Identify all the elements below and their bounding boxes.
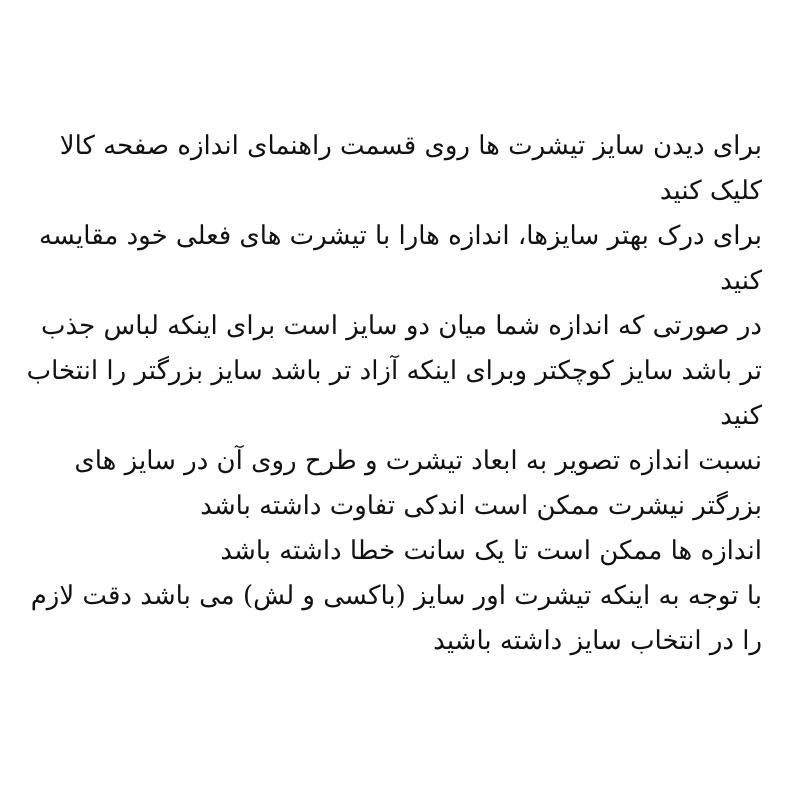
text-line: در صورتی که اندازه شما میان دو سایز است برای اینکه لباس جذب: [41, 311, 762, 341]
text-line: کنید: [720, 401, 762, 431]
text-line: با توجه به اینکه تیشرت اور سایز (باکسی و لش) می باشد دقت لازم: [30, 581, 762, 611]
paragraph-tolerance: [22, 529, 762, 574]
text-line: بزرگتر نیشرت ممکن است اندکی تفاوت داشته باشد: [200, 491, 762, 521]
paragraph-compare-sizes: [22, 214, 762, 304]
text-line: را در انتخاب سایز داشته باشید: [433, 626, 762, 656]
text-line: کنید: [720, 266, 762, 296]
paragraph-print-ratio: [22, 439, 762, 529]
text-line: برای دیدن سایز تیشرت ها روی قسمت راهنمای اندازه صفحه کالا: [59, 131, 762, 161]
text-line: برای درک بهتر سایزها، اندازه هارا با تیشرت های فعلی خود مقایسه: [38, 221, 762, 251]
paragraph-oversize-note: [22, 574, 762, 664]
paragraph-size-guide-link: [22, 124, 762, 214]
text-line: اندازه ها ممکن است تا یک سانت خطا داشته باشد: [220, 536, 762, 566]
size-guide-text: [22, 124, 762, 664]
text-line: تر باشد سایز کوچکتر وبرای اینکه آزاد تر باشد سایز بزرگتر را انتخاب: [26, 356, 762, 386]
text-line: کلیک کنید: [659, 176, 762, 206]
text-line: نسبت اندازه تصویر به ابعاد تیشرت و طرح روی آن در سایز های: [74, 446, 762, 476]
paragraph-between-sizes: [22, 304, 762, 439]
